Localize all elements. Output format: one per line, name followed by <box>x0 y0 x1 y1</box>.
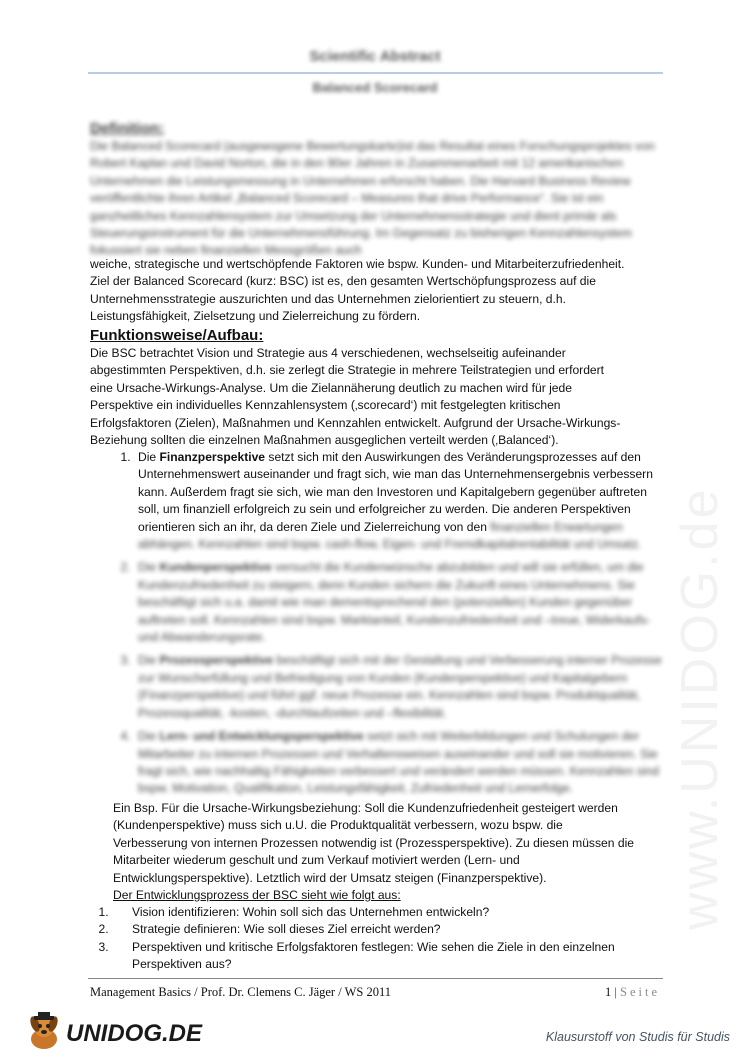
definition-heading: Definition: <box>90 120 165 137</box>
example-line: Ein Bsp. Für die Ursache-Wirkungsbeziehung: Soll die Kundenzufriedenheit gesteigert werden <box>113 801 618 815</box>
perspective-text: setzt sich mit den Auswirkungen des Veränderungsprozesses auf den Unternehmenswert auseinander und fragt sich, wie man das Unternehmensergebnis verbessern kann. Außerdem fragt sie sich, wie man den Investoren und Kapitalgebern gegenüber auftreten soll, um finanziell erfolgreich zu sein und erfolgreicher zu werden. Die anderen Perspektiven orientieren sich an ihr, da deren Ziele und Zielerreichung von den <box>138 450 653 534</box>
definition-paragraph <box>90 256 662 326</box>
perspective-item <box>134 559 662 646</box>
perspective-prefix: Die <box>138 653 160 668</box>
funktion-line: Beziehung sollten die einzelnen Maßnahmen ausgeglichen verteilt werden (‚Balanced‘). <box>90 433 559 448</box>
perspective-prefix: Die <box>138 560 160 575</box>
funktion-line: abgestimmten Perspektiven, d.h. sie zerlegt die Strategie in mehrere Teilstrategien und erfordert <box>90 363 605 378</box>
perspective-prefix: Die <box>138 450 160 464</box>
perspective-name: Finanzperspektive <box>159 450 266 464</box>
example-paragraph <box>113 800 662 904</box>
title-divider <box>88 72 663 74</box>
perspective-item <box>134 728 662 798</box>
perspective-prefix: Die <box>138 729 160 744</box>
page-label: Seite <box>620 985 660 999</box>
process-step: 2. Strategie definieren: Wie soll dieses Ziel erreicht werden? <box>112 921 662 938</box>
funktion-line: Die BSC betrachtet Vision und Strategie aus 4 verschiedenen, wechselseitig aufeinander <box>90 346 566 360</box>
perspectives-list <box>90 449 662 798</box>
perspective-name: Prozessperspektive <box>159 653 274 668</box>
perspective-text: setzt sich mit Weiterbildungen und Schulungen der Mitarbeiter zu internen Prozessen und Verhaltensweisen auseinander und soll sie motivieren. Sie fragt sich, wie nachhaltig Fähigkeiten verbessert und verändert werden müssen. Kennzahlen sind bspw. Motivation, Qualifikation, Leistungsfähigkeit, Zufriedenheit und Lernerfolge. <box>138 729 659 796</box>
unidog-logo <box>24 1012 214 1052</box>
perspective-item <box>134 652 662 722</box>
document-subtitle: Balanced Scorecard <box>312 80 438 95</box>
perspective-name: Lern- und Entwicklungsperspektive <box>159 729 364 744</box>
perspective-blurred-tail: finanziellen Erwartungen abhängen. Kennzahlen sind bspw. cash-flow, Eigen- und Fremdkapitalrentabilität und Umsatz. <box>138 519 642 552</box>
definition-blurred-paragraph: Die Balanced Scorecard (ausgewogene Bewertungskarte)ist das Resultat eines Forschungsprojektes von Robert Kaplan und David Norton, die in den 90er Jahren in Zusammenarbeit mit 12 amerikanischen Unternehmen die Leistungsmessung in Unternehmen erforscht haben. Die Harvard Business Review veröffentlichte ihren Artikel „Balanced Scorecard – Measures that drive Performance“. Sie ist ein ganzheitliches Kennzahlensystem zur Umsetzung der Unternehmensstrategie und dient primär als Steuerungsinstrument für die Unternehmensführung. Im Gegensatz zu bisherigen Kennzahlensystem fokussiert sie neben finanziellen Messgrößen auch <box>90 139 655 258</box>
example-line: Entwicklungsperspektive). Letztlich wird der Umsatz steigen (Finanzperspektive). <box>113 870 547 885</box>
process-steps-list <box>90 904 662 974</box>
definition-line: weiche, strategische und wertschöpfende Faktoren wie bspw. Kunden- und Mitarbeiterzufriedenheit. <box>90 257 625 271</box>
funktion-line: Perspektive ein individuelles Kennzahlensystem (‚scorecard‘) mit festgelegten kritischen <box>90 398 561 413</box>
perspective-item <box>134 449 662 553</box>
process-step: 1. Vision identifizieren: Wohin soll sich das Unternehmen entwickeln? <box>112 904 662 921</box>
process-heading: Der Entwicklungsprozess der BSC sieht wie folgt aus: <box>113 888 401 903</box>
process-step: 3. Perspektiven und kritische Erfolgsfaktoren festlegen: Wie sehen die Ziele in den einzelnen Perspektiven aus? <box>112 939 662 974</box>
example-line: Mitarbeiter wiederum geschult und zum Verkauf motiviert werden (Lern- und <box>113 853 520 868</box>
document-title: Scientific Abstract <box>309 48 441 65</box>
definition-line: Leistungsfähigkeit, Zielsetzung und Zielerreichung zu fördern. <box>90 309 421 324</box>
definition-line: Ziel der Balanced Scorecard (kurz: BSC) ist es, den gesamten Wertschöpfungsprozess auf die <box>90 274 596 289</box>
watermark-text: www.UNIDOG.de <box>671 486 729 930</box>
funktion-line: eine Ursache-Wirkungs-Analyse. Um die Zielannäherung deutlich zu machen wird für jede <box>90 380 572 395</box>
funktionsweise-paragraph <box>90 345 662 449</box>
definition-line: Unternehmensstrategie auszurichten und das Unternehmen zielorientiert zu steuern, d.h. <box>90 291 566 306</box>
tagline: Klausurstoff von Studis für Studis <box>545 1030 730 1044</box>
page-number: 1 <box>604 985 612 999</box>
perspective-name: Kundenperspektive <box>159 560 272 575</box>
footer-divider <box>88 978 663 979</box>
funktionsweise-heading: Funktionsweise/Aufbau: <box>90 327 264 344</box>
dog-icon <box>24 1012 64 1052</box>
perspective-text: beschäftigt sich mit der Gestaltung und Verbesserung interner Prozesse zur Wunscherfüllung und Befriedigung von Kunden (Kundenperspektive) und Kapitalgebern (Finanzperspektive) und führt ggf. neue Prozesse ein. Kennzahlen sind bspw. Produktqualität, Prozessqualität, -kosten, -durchlaufzeiten und –flexibilität. <box>138 653 662 720</box>
footer-course-info: Management Basics / Prof. Dr. Clemens C. Jäger / WS 2011 <box>90 985 392 999</box>
example-line: Verbesserung von internen Prozessen notwendig ist (Prozessperspektive). Zu diesen müssen die <box>113 835 634 850</box>
definition-blurred-text <box>90 138 662 260</box>
page-separator: | <box>614 985 617 999</box>
perspective-text: versucht die Kundenwünsche abzubilden und will sie erfüllen, um die Kundenzufriedenheit zu steigern, denn Kunden sichern die Zukunft eines Unternehmens. Sie beschäftigt sich u.a. damit wie man dementsprechend den (potenziellen) Kunden gegenüber auftreten soll. Kennzahlen sind bspw. Marktanteil, Kundenzufriedenheit und –treue, Widerkaufs- und Abwanderungsrate. <box>138 560 651 645</box>
funktion-line: Erfolgsfaktoren (Zielen), Maßnahmen und Kennzahlen entwickelt. Aufgrund der Ursache-Wirkungs- <box>90 415 621 430</box>
footer-page-info <box>605 985 660 1000</box>
example-line: (Kundenperspektive) muss sich u.U. die Produktqualität verbessern, wozu bspw. die <box>113 818 563 833</box>
logo-text: UNIDOG.DE <box>66 1020 203 1047</box>
